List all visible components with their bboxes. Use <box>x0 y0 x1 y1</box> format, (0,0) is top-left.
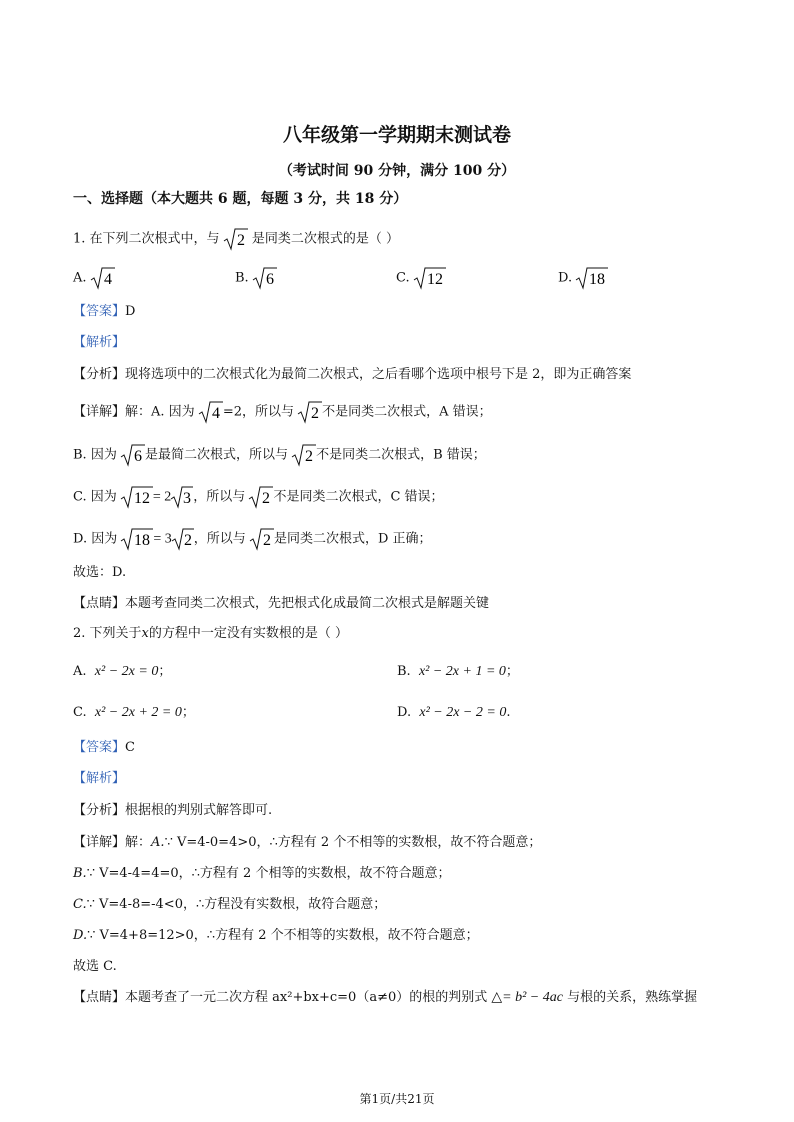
q2-option-d: D. x² − 2x − 2 = 0. <box>397 705 511 720</box>
svg-text:2: 2 <box>262 532 271 549</box>
q1-stem-end: 是同类二次根式的是（ ） <box>251 231 399 247</box>
sqrt-4 <box>199 400 223 424</box>
q2-option-b: B. x² − 2x + 1 = 0； <box>397 664 519 679</box>
sqrt-6 <box>121 443 145 467</box>
q2-conclusion: 故选 C. <box>73 959 117 974</box>
q2-detail-2: B.∵ V=4-4=4=0，∴方程有 2 个相等的实数根，故不符合题意； <box>73 866 451 881</box>
q2-detail-3: C.∵ V=4-8=-4<0，∴方程没有实数根，故符合题意； <box>73 897 387 912</box>
answer-tag: 【答案】 <box>73 740 126 755</box>
sqrt-12 <box>121 485 153 509</box>
answer-value: C <box>125 740 135 755</box>
sqrt-2 <box>172 527 194 551</box>
svg-text:12: 12 <box>426 271 443 288</box>
svg-text:18: 18 <box>134 532 151 549</box>
q1-answer <box>73 305 135 318</box>
q2-fenxi: 【分析】根据根的判别式解答即可. <box>73 803 273 818</box>
q2-detail-4: D.∵ V=4+8=12>0，∴方程有 2 个不相等的实数根，故不符合题意； <box>73 928 479 943</box>
q2-detail-1: 【详解】解：A.∵ V=4-0=4>0，∴方程有 2 个不相等的实数根，故不符合题意； <box>73 835 542 850</box>
sqrt-2 <box>224 227 248 251</box>
q1-detail-b: B. 因为 6 是最简二次根式，所以与 2 不是同类二次根式，B 错误； <box>73 443 486 467</box>
sqrt-12 <box>414 266 446 290</box>
svg-text:3: 3 <box>183 490 192 507</box>
svg-text:12: 12 <box>133 490 150 507</box>
svg-text:2: 2 <box>311 405 320 422</box>
section-heading: 一、选择题（本大题共 6 题，每题 3 分，共 18 分） <box>73 191 408 207</box>
svg-text:2: 2 <box>305 448 314 465</box>
q1-fenxi: 【分析】现将选项中的二次根式化为最简二次根式，之后看哪个选项中根号下是 2，即为正确答案 <box>73 367 632 382</box>
svg-text:6: 6 <box>133 448 142 465</box>
svg-text:4: 4 <box>103 271 112 288</box>
q1-option-b: B. 6 <box>235 266 277 290</box>
svg-text:6: 6 <box>265 271 274 288</box>
q1-option-c: C. 12 <box>396 266 446 290</box>
sqrt-2 <box>249 485 273 509</box>
sqrt-2 <box>292 443 316 467</box>
svg-text:4: 4 <box>211 405 220 422</box>
svg-text:18: 18 <box>589 271 606 288</box>
sqrt-4 <box>91 266 115 290</box>
answer-value: D <box>125 304 136 319</box>
sqrt-2 <box>250 527 274 551</box>
q1-detail-d: D. 因为 18 = 3 2 ，所以与 2 是同类二次根式，D 正确； <box>73 527 432 551</box>
q1-stem-start: 1. 在下列二次根式中，与 <box>73 231 220 247</box>
q2-dianjing: 【点睛】本题考查了一元二次方程 ax²+bx+c=0（a≠0）的根的判别式 △= b² − 4ac 与根的关系，熟练掌握 <box>73 990 698 1005</box>
answer-tag: 【答案】 <box>73 304 126 319</box>
svg-text:2: 2 <box>183 532 192 549</box>
svg-text:2: 2 <box>262 490 271 507</box>
sqrt-3 <box>171 485 193 509</box>
page-title: 八年级第一学期期末测试卷 <box>282 124 511 146</box>
q2-answer <box>73 741 135 754</box>
q2-option-c: C. x² − 2x + 2 = 0； <box>73 705 195 720</box>
q1-option-d: D. 18 <box>558 266 608 290</box>
page-footer: 第1页/共21页 <box>359 1092 435 1106</box>
analysis-tag: 【解析】 <box>73 771 126 786</box>
svg-text:2: 2 <box>236 232 245 249</box>
analysis-tag: 【解析】 <box>73 335 126 350</box>
exam-subtitle: （考试时间 90 分钟，满分 100 分） <box>278 163 516 179</box>
q2-stem: 2. 下列关于x的方程中一定没有实数根的是（ ） <box>73 626 349 641</box>
sqrt-6 <box>253 266 277 290</box>
q1-conclusion: 故选：D. <box>73 565 127 580</box>
q1-detail-a: 【详解】解：A. 因为 4 =2，所以与 2 不是同类二次根式，A 错误； <box>73 400 492 424</box>
q2-option-a: A. x² − 2x = 0； <box>73 664 172 679</box>
sqrt-2 <box>298 400 322 424</box>
q1-option-a: A. 4 <box>73 266 115 290</box>
q1-stem <box>73 227 399 251</box>
q1-detail-c: C. 因为 12 = 2 3 ，所以与 2 不是同类二次根式，C 错误； <box>73 485 444 509</box>
q1-dianjing: 【点睛】本题考查同类二次根式，先把根式化成最简二次根式是解题关键 <box>73 596 490 611</box>
sqrt-18 <box>121 527 153 551</box>
sqrt-18 <box>576 266 608 290</box>
